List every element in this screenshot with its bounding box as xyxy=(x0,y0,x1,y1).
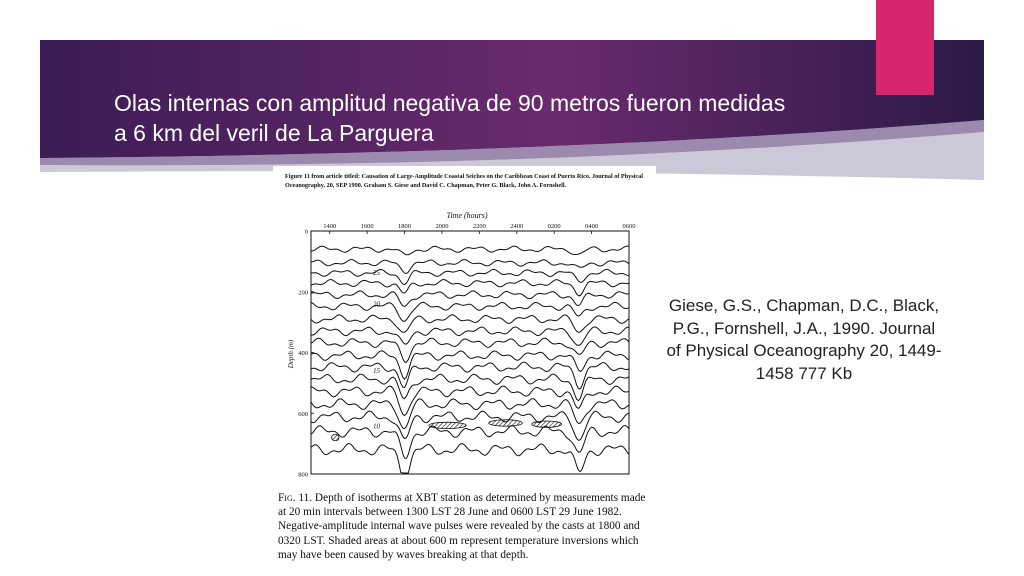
y-tick-label: 400 xyxy=(298,350,308,357)
figure-caption xyxy=(278,491,646,562)
y-tick-label: 200 xyxy=(298,289,308,297)
isotherm-lines xyxy=(311,246,629,473)
isotherm-temp-label: 10 xyxy=(372,422,380,431)
isotherm-line xyxy=(311,386,629,416)
isotherm-line xyxy=(311,302,629,321)
x-tick-label: 0200 xyxy=(547,223,561,230)
x-tick-label: 2200 xyxy=(472,223,486,230)
isotherm-temp-label: 25 xyxy=(372,269,380,278)
accent-tab xyxy=(876,0,934,95)
figure-source-header: Figure 11 from article titled: Causation of Large-Amplitude Coastal Seiches on the Caribbean Coast of Puerto Rico. Journal of Physical Oceanography, 20, SEP 1990. Graham S. Giese and David C. Chapman, Peter G. Black, John A. Fornshell. xyxy=(285,173,643,189)
x-tick-label: 2000 xyxy=(435,223,449,230)
isotherm-line xyxy=(311,269,629,284)
isotherm-line xyxy=(311,426,629,459)
isotherm-line xyxy=(311,315,629,333)
caption-label: Fig. 11. xyxy=(278,492,313,504)
y-axis-label: Depth (m) xyxy=(287,339,295,369)
x-tick-label: 0600 xyxy=(622,223,636,230)
y-tick-label: 800 xyxy=(298,471,308,479)
slide-title: Olas internas con amplitud negativa de 90 metros fueron medidas a 6 km del veril de La Parguera xyxy=(114,90,786,146)
y-tick-label: 600 xyxy=(298,410,308,418)
isotherm-temp-label: 15 xyxy=(372,367,380,376)
isotherm-line xyxy=(311,246,629,255)
x-tick-label: 2400 xyxy=(510,223,524,230)
x-tick-label: 1800 xyxy=(398,223,412,230)
isotherm-temp-label: 20 xyxy=(372,300,380,309)
inversion-shade xyxy=(429,422,466,428)
inversion-shade xyxy=(332,434,339,440)
isotherm-chart xyxy=(273,206,656,486)
isotherm-line xyxy=(311,411,629,440)
inversion-shade xyxy=(489,420,523,426)
paper-figure xyxy=(273,166,656,576)
isotherm-labels xyxy=(373,269,381,430)
x-axis-label: Time (hours) xyxy=(446,211,488,220)
y-tick-label: 0 xyxy=(304,228,308,236)
caption-text: Depth of isotherms at XBT station as determined by measurements made at 20 min intervals between 1300 LST 28 June and 0600 LST 29 June 1982. Negative-amplitude internal wave pulses were revealed by the casts at 1800 and 0320 LST. Shaded areas at about 600 m represent temperature inversions which may have been caused by waves breaking at that depth. xyxy=(278,492,646,561)
x-tick-label: 0400 xyxy=(585,223,599,230)
x-tick-label: 1400 xyxy=(323,223,337,230)
x-tick-label: 1600 xyxy=(360,223,374,230)
x-axis-ticks xyxy=(323,223,635,234)
isotherm-line xyxy=(311,260,629,274)
citation-text: Giese, G.S., Chapman, D.C., Black, P.G., Fornshell, J.A., 1990. Journal of Physical Oceanography 20, 1449-1458 777 Kb xyxy=(666,296,942,383)
isotherm-line xyxy=(311,444,629,474)
isotherm-line xyxy=(311,327,629,346)
